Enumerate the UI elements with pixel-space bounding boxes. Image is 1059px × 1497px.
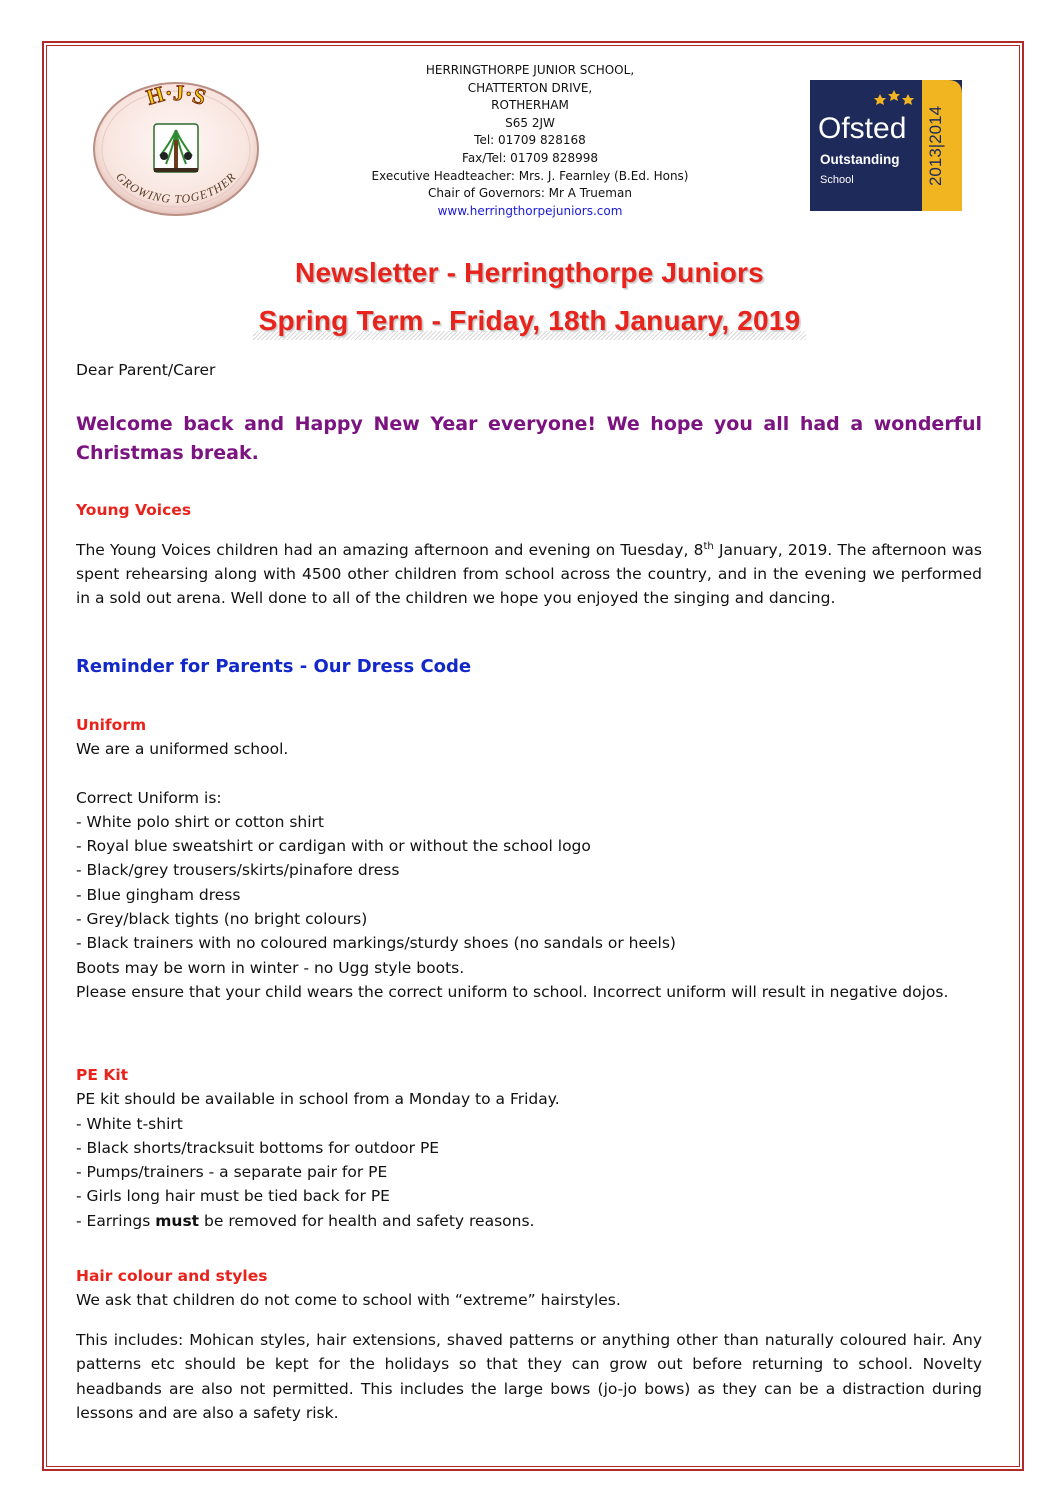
chair-of-governors: Chair of Governors: Mr A Trueman [428, 186, 632, 201]
earrings-text-start: - Earrings [76, 1211, 156, 1230]
newsletter-date: Spring Term - Friday, 18th January, 2019 [253, 305, 807, 340]
uniform-boots: Boots may be worn in winter - no Ugg style boots. [76, 958, 465, 977]
list-item: - Black shorts/tracksuit bottoms for outdoor PE [76, 1138, 440, 1157]
heading-pe-kit: PE Kit [76, 1066, 129, 1084]
uniform-correct-label: Correct Uniform is: [76, 788, 222, 807]
list-item: - Black trainers with no coloured markings/sturdy shoes (no sandals or heels) [76, 934, 676, 953]
ofsted-badge [810, 80, 962, 211]
hair-text: This includes: Mohican styles, hair extensions, shaved patterns or anything other than naturally coloured hair. Any patterns etc should be kept for the holidays so that they can grow out before returning to school. Novelty headbands are also not permitted. This includes the large bows (jo-jo bows) as they can be a distraction during lessons and are also a safety risk. [76, 1331, 982, 1422]
pe-kit-intro: PE kit should be available in school from a Monday to a Friday. [76, 1090, 560, 1109]
ofsted-years: 2013|2014 [926, 105, 945, 187]
school-address [330, 62, 730, 220]
list-item: - Pumps/trainers - a separate pair for PE [76, 1163, 388, 1182]
ofsted-rating: Outstanding [820, 152, 900, 167]
newsletter-subtitle [0, 305, 1059, 337]
greeting: Dear Parent/Carer [76, 361, 216, 379]
heading-uniform: Uniform [76, 716, 147, 734]
date-ordinal: th [703, 540, 714, 552]
list-item: - Girls long hair must be tied back for PE [76, 1187, 390, 1206]
list-item: - Grey/black tights (no bright colours) [76, 910, 368, 929]
school-logo [92, 80, 260, 218]
ofsted-brand: Ofsted [818, 112, 907, 145]
heading-hair: Hair colour and styles [76, 1267, 268, 1285]
list-item: - Royal blue sweatshirt or cardigan with or without the school logo [76, 837, 591, 856]
heading-dress-code: Reminder for Parents - Our Dress Code [76, 656, 472, 677]
hair-intro: We ask that children do not come to school with “extreme” hairstyles. [76, 1291, 621, 1310]
address-line: CHATTERTON DRIVE, [467, 80, 593, 95]
section-pe-kit [76, 1063, 982, 1233]
headteacher: Executive Headteacher: Mrs. J. Fearnley (B.Ed. Hons) [371, 168, 689, 183]
welcome-message: Welcome back and Happy New Year everyone! We hope you all had a wonderful Christmas break. [76, 413, 982, 464]
address-line: ROTHERHAM [491, 98, 569, 113]
list-item: - White polo shirt or cotton shirt [76, 812, 324, 831]
logo-arc-bottom: GROWING TOGETHER [113, 169, 239, 206]
section-young-voices [76, 498, 982, 626]
fax: Fax/Tel: 01709 828998 [462, 150, 598, 165]
list-item: - Black/grey trousers/skirts/pinafore dress [76, 861, 400, 880]
telephone: Tel: 01709 828168 [474, 133, 586, 148]
heading-young-voices: Young Voices [76, 501, 192, 519]
website-link[interactable]: www.herringthorpejuniors.com [437, 203, 623, 218]
list-item-earrings [76, 1209, 982, 1233]
newsletter-title: Newsletter - Herringthorpe Juniors [295, 257, 764, 288]
uniform-ensure: Please ensure that your child wears the correct uniform to school. Incorrect uniform will result in negative dojos. [76, 982, 949, 1001]
young-voices-text [76, 538, 982, 611]
logo-arc-top: H·J·S [143, 80, 210, 110]
earrings-emphasis: must [155, 1211, 200, 1230]
address-line: HERRINGTHORPE JUNIOR SCHOOL, [425, 63, 635, 77]
section-uniform [76, 713, 982, 1004]
list-item: - White t-shirt [76, 1114, 183, 1133]
section-hair [76, 1264, 982, 1441]
list-item: - Blue gingham dress [76, 885, 241, 904]
address-line: S65 2JW [505, 115, 555, 130]
young-voices-text-start: The Young Voices children had an amazing afternoon and evening on Tuesday, 8 [76, 540, 704, 559]
uniform-intro: We are a uniformed school. [76, 740, 289, 759]
earrings-text-rest: be removed for health and safety reasons. [199, 1211, 535, 1230]
ofsted-type: School [820, 174, 854, 186]
young-voices-text-rest: January, 2019. The afternoon was spent rehearsing along with 4500 other children from school across the country, and in the evening we performed in a sold out arena. Well done to all of the children we hope you enjoyed the singing and dancing. [76, 540, 982, 608]
